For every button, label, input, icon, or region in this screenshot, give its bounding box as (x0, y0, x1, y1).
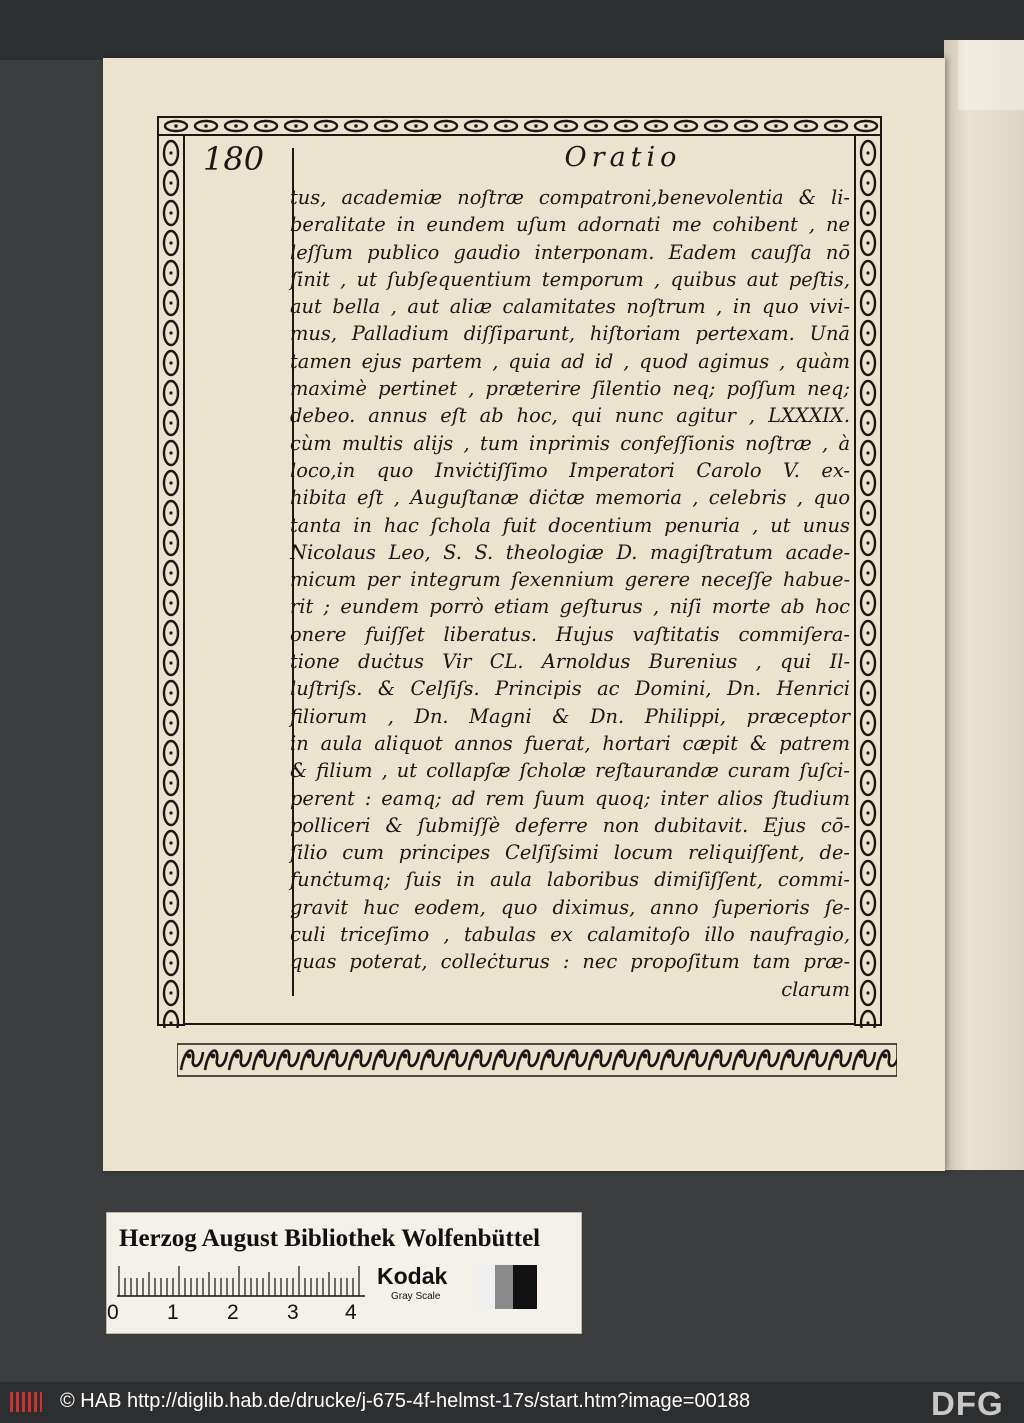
text-line: quas poterat, colleċturus : nec propoſitum tam præ- (290, 950, 850, 974)
text-line: Nicolaus Leo, S. S. theologiæ D. magiſtratum acade- (290, 540, 850, 564)
text-line: tamen ejus partem , quia ad id , quod agimus , quàm (290, 349, 850, 373)
barcode-icon (8, 1388, 44, 1416)
text-line: gravit huc eodem, quo diximus, anno ſuperioris ſe- (290, 895, 850, 919)
text-line: perent : eamq; ad rem ſuum quoq; inter alios ſtudium (290, 786, 850, 810)
library-name: Herzog August Bibliothek Wolfenbüttel (119, 1225, 541, 1252)
text-line: aut bella , aut aliæ calamitates noſtrum , in quo vivi- (290, 295, 850, 319)
text-line: tione duċtus Vir CL. Arnoldus Burenius , qui Il- (290, 650, 850, 674)
ornamental-band (177, 1042, 897, 1078)
text-line: leſſum publico gaudio interponam. Eadem cauſſa nō (290, 240, 850, 264)
running-head: Oratio (564, 142, 682, 173)
color-scale-card (106, 1212, 582, 1334)
text-line: debeo. annus eſt ab hoc, qui nunc agitur , LXXXIX. (290, 404, 850, 428)
ruler-number: 2 (227, 1301, 239, 1324)
text-line: culi triceſimo , tabulas ex calamitoſo illo naufragio, (290, 923, 850, 947)
text-line: rit ; eundem porrò etiam geſturus , niſi morte ab hoc (290, 595, 850, 619)
body-text (290, 184, 850, 1003)
ruler-number: 0 (107, 1301, 119, 1324)
text-line: & filium , ut collapſæ ſcholæ reſtaurandæ curam ſuſci- (290, 759, 850, 783)
ruler-icon (117, 1263, 377, 1297)
text-line: beralitate in eundem uſum adornati me cohibent , ne (290, 213, 850, 237)
text-line: in aula aliquot annos fuerat, hortari cæpit & patrem (290, 731, 850, 755)
next-page-glare (958, 40, 1024, 110)
ruler-number: 4 (345, 1301, 357, 1324)
text-line: tus, academiæ noſtræ compatroni,benevolentia & li- (290, 186, 850, 209)
credit-link[interactable]: © HAB http://diglib.hab.de/drucke/j-675-4f-helmst-17s/start.htm?image=00188 (60, 1390, 751, 1412)
kodak-logo: Kodak (377, 1263, 448, 1289)
text-line: ſinit , ut ſubſequentium temporum , quibus aut peſtis, (290, 267, 850, 291)
text-line: funċtumq; ſuis in aula laboribus dimiſiſſent, commi- (290, 868, 850, 892)
text-line: mus, Palladium diſſiparunt, hiſtoriam pertexam. Unā (290, 322, 850, 346)
text-line: loco,in quo Inviċtiſſimo Imperatori Carolo V. ex- (290, 458, 850, 482)
text-line: filiorum , Dn. Magni & Dn. Philippi, præceptor (290, 704, 850, 728)
text-line: maximè pertinet , præterire ſilentio neq; poſſum neq; (290, 377, 850, 401)
gray-patches-icon (477, 1265, 537, 1309)
text-line: tanta in hac ſchola fuit docentium penuria , ut unus (290, 513, 850, 537)
page-number: 180 (203, 140, 265, 178)
text-line: hibita eſt , Auguſtanæ diċtæ memoria , celebris , quo (290, 486, 850, 510)
ruler-numbers (107, 1301, 377, 1327)
scanner-background-top (0, 0, 1024, 60)
text-line: luſtriſs. & Celſiſs. Principis ac Domini, Dn. Henrici (290, 677, 850, 701)
footer-bar (0, 1382, 1024, 1423)
book-page (103, 58, 945, 1171)
text-line: micum per integrum ſexennium gerere neceſſe habue- (290, 568, 850, 592)
gray-scale-label: Gray Scale (391, 1291, 441, 1302)
text-line: onere fuiſſet liberatus. Hujus vaſtitatis commiſera- (290, 622, 850, 646)
ruler-number: 3 (287, 1301, 299, 1324)
ruler-number: 1 (167, 1301, 179, 1324)
text-line: polliceri & ſubmiſſè deferre non dubitavit. Ejus cō- (290, 813, 850, 837)
dfg-logo: DFG (931, 1385, 1004, 1422)
text-line: cùm multis alijs , tum inprimis confeſſionis noſtræ , à (290, 431, 850, 455)
next-page-edge (944, 40, 1024, 1170)
text-line: clarum (781, 977, 850, 1001)
text-line: ſilio cum principes Celſiſsimi locum reliquiſſent, de- (290, 841, 850, 865)
